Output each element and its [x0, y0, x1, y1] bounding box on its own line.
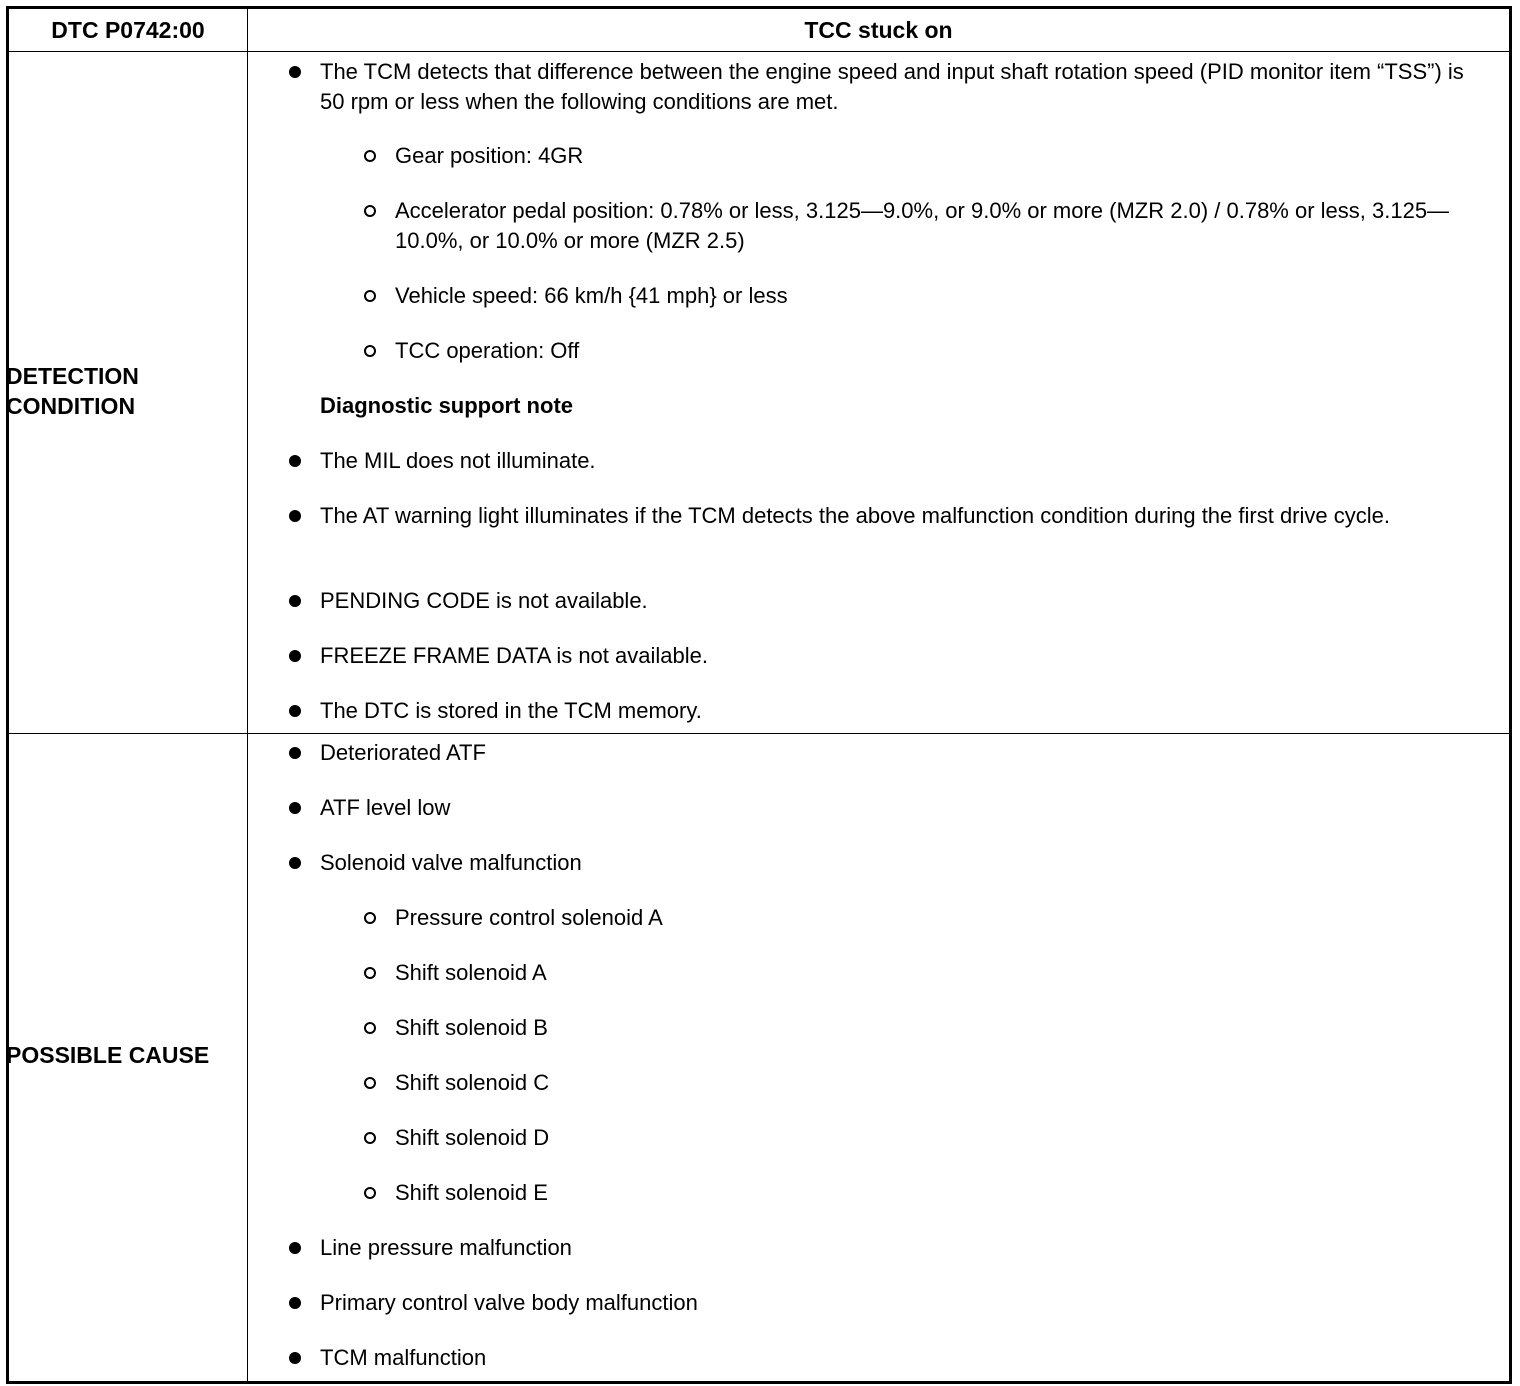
cause-item	[320, 1233, 1480, 1263]
circle-bullet-icon	[364, 205, 376, 217]
bullet-icon	[289, 802, 301, 814]
bullet-icon	[289, 747, 301, 759]
dtc-code: DTC P0742:00	[51, 16, 205, 43]
note-text: The DTC is stored in the TCM memory.	[320, 698, 702, 723]
note-text: FREEZE FRAME DATA is not available.	[320, 643, 708, 668]
cause-item	[320, 738, 1480, 768]
solenoid-text: Shift solenoid E	[395, 1180, 548, 1205]
circle-bullet-icon	[364, 345, 376, 357]
condition-item	[395, 196, 1475, 256]
bullet-icon	[289, 510, 301, 522]
circle-bullet-icon	[364, 912, 376, 924]
condition-item	[395, 141, 1475, 171]
solenoid-item	[395, 1123, 1475, 1153]
cause-text: ATF level low	[320, 795, 451, 820]
circle-bullet-icon	[364, 1187, 376, 1199]
solenoid-item	[395, 1013, 1475, 1043]
dtc-title: TCC stuck on	[804, 16, 953, 43]
solenoid-item	[395, 903, 1475, 933]
cause-item	[320, 1343, 1480, 1373]
cause-text: Deteriorated ATF	[320, 740, 486, 765]
note-text: The AT warning light illuminates if the TCM detects the above malfunction condition during the first drive cycle.	[320, 503, 1390, 528]
solenoid-text: Shift solenoid B	[395, 1015, 548, 1040]
solenoid-text: Shift solenoid D	[395, 1125, 550, 1150]
solenoid-text: Pressure control solenoid A	[395, 905, 663, 930]
condition-text: TCC operation: Off	[395, 338, 580, 363]
solenoid-item	[395, 1068, 1475, 1098]
note-item	[320, 446, 1480, 476]
note-text: The MIL does not illuminate.	[320, 448, 596, 473]
circle-bullet-icon	[364, 967, 376, 979]
row-divider	[9, 733, 1509, 734]
cause-text: TCM malfunction	[320, 1345, 487, 1370]
circle-bullet-icon	[364, 1022, 376, 1034]
detection-intro-text: The TCM detects that difference between the engine speed and input shaft rotation speed (PID monitor item “TSS”) is 50 rpm or less when the following conditions are met.	[320, 59, 1464, 114]
bullet-icon	[289, 1242, 301, 1254]
bullet-icon	[289, 1297, 301, 1309]
cause-item	[320, 793, 1480, 823]
cause-item	[320, 848, 1480, 878]
note-item	[320, 501, 1480, 531]
condition-text: Gear position: 4GR	[395, 143, 584, 168]
note-item	[320, 696, 1480, 726]
note-text: PENDING CODE is not available.	[320, 588, 648, 613]
cause-text: Solenoid valve malfunction	[320, 850, 582, 875]
detection-condition-label: DETECTION CONDITION	[6, 363, 139, 419]
circle-bullet-icon	[364, 1077, 376, 1089]
note-item	[320, 586, 1480, 616]
bullet-icon	[289, 595, 301, 607]
possible-cause-label: POSSIBLE CAUSE	[6, 1042, 210, 1068]
circle-bullet-icon	[364, 290, 376, 302]
bullet-icon	[289, 66, 301, 78]
header-divider	[9, 51, 1509, 52]
detection-intro	[320, 57, 1480, 117]
bullet-icon	[289, 857, 301, 869]
cause-text: Primary control valve body malfunction	[320, 1290, 698, 1315]
solenoid-item	[395, 958, 1475, 988]
circle-bullet-icon	[364, 1132, 376, 1144]
cause-item	[320, 1288, 1480, 1318]
condition-item	[395, 336, 1475, 366]
cause-text: Line pressure malfunction	[320, 1235, 572, 1260]
bullet-icon	[289, 1352, 301, 1364]
condition-text: Vehicle speed: 66 km/h {41 mph} or less	[395, 283, 788, 308]
solenoid-item	[395, 1178, 1475, 1208]
note-item	[320, 641, 1480, 671]
condition-item	[395, 281, 1475, 311]
bullet-icon	[289, 705, 301, 717]
bullet-icon	[289, 455, 301, 467]
bullet-icon	[289, 650, 301, 662]
solenoid-text: Shift solenoid C	[395, 1070, 550, 1095]
column-divider	[247, 9, 248, 1381]
solenoid-text: Shift solenoid A	[395, 960, 547, 985]
condition-text: Accelerator pedal position: 0.78% or less, 3.125—9.0%, or 9.0% or more (MZR 2.0) / 0.78% or less, 3.125—10.0%, or 10.0% or more (MZR 2.5)	[395, 198, 1450, 253]
diagnostic-support-note-title: Diagnostic support note	[320, 393, 573, 418]
circle-bullet-icon	[364, 150, 376, 162]
